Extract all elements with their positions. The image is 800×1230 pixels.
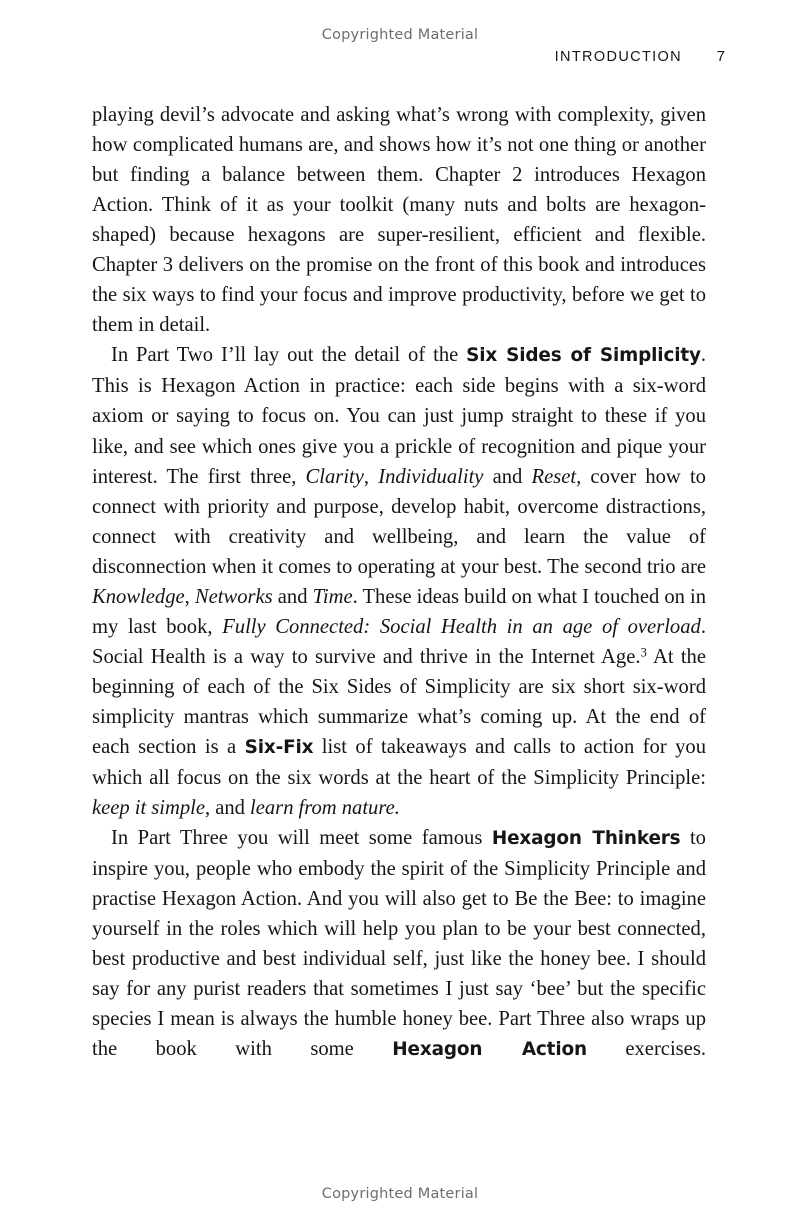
emphasis-italic-term: learn from nature. [250,797,400,820]
text-run: , [184,585,195,608]
body-text-block [92,100,706,1096]
emphasis-italic-term: Fully Connected: Social Health in an age of overload [222,615,701,638]
emphasis-italic-term: Time [312,585,353,608]
text-run: . These ideas build on what I touched on in my last book, [92,585,707,638]
text-run: exercises. [586,1038,706,1061]
emphasis-bold-term: Six Sides of Simplicity [466,345,701,367]
emphasis-italic-term: Individuality [378,465,484,488]
running-head-title: INTRODUCTION [554,49,682,65]
text-run: list of takeaways and calls to action for you which all focus on the six words at the heart of the Simplicity Principle: [92,735,707,790]
paragraph [92,100,706,340]
text-run: cover how to connect with priority and purpose, develop habit, overcome distractions, connect with creativity and wellbeing, and learn the value of disconnection when it comes to operating at your best. The second trio are [92,465,706,578]
text-run: , [363,465,379,488]
emphasis-italic-term: Networks [194,585,273,608]
text-run: to inspire you, people who embody the spirit of the Simplicity Principle and practise Hexagon Action. And you will also get to Be the Bee: to imagine yourself in the roles which will help you plan to be your best connected, best productive and best individual self, just like the honey bee. I should say for any purist readers that sometimes I just say ‘bee’ but the specific species I mean is always the humble honey bee. Part Three also wraps up the book with some [92,827,706,1061]
text-run: At the beginning of each of the Six Sides of Simplicity are six short six-word simplicity mantras which summarize what’s coming up. At the end of each section is a [92,645,706,758]
emphasis-italic-term: Knowledge [92,585,185,608]
copyright-watermark-top: Copyrighted Material [321,27,479,43]
text-run: and [483,465,532,488]
text-run: In Part Two I’ll lay out the detail of the [111,344,467,367]
text-run: , and [205,797,251,820]
emphasis-italic-term: keep it simple [92,797,206,820]
emphasis-bold-term: Hexagon Action [392,1039,587,1061]
running-head [92,48,725,65]
page-number: 7 [716,48,725,65]
paragraph [92,340,706,823]
text-run: playing devil’s advocate and asking what’s wrong with complexity, given how complicated humans are, and shows how it’s not one thing or another but finding a balance between them. Chapter 2 introduces Hexagon Action. Think of it as your toolkit (many nuts and bolts are hexagon-shaped) because hexagons are super-resilient, efficient and flexible. Chapter 3 delivers on the promise on the front of this book and introduces the six ways to find your focus and improve productivity, before we get to them in detail. [92,104,706,337]
text-run: and [272,585,313,608]
copyright-watermark-bottom: Copyrighted Material [321,1186,479,1202]
paragraph [92,823,706,1095]
text-run: In Part Three you will meet some famous [111,827,492,850]
text-run: . This is Hexagon Action in practice: each side begins with a six-word axiom or saying to focus on. You can just jump straight to these if you like, and see which ones give you a prickle of recognition and pique your interest. The first three, [92,344,707,488]
emphasis-bold-term: Six-Fix [244,736,314,758]
emphasis-italic-term: Reset, [531,465,582,488]
text-run: . Social Health is a way to survive and thrive in the Internet Age. [92,615,706,668]
emphasis-bold-term: Hexagon Thinkers [491,828,681,850]
emphasis-italic-term: Clarity [305,465,364,488]
footnote-marker: 3 [640,645,647,660]
